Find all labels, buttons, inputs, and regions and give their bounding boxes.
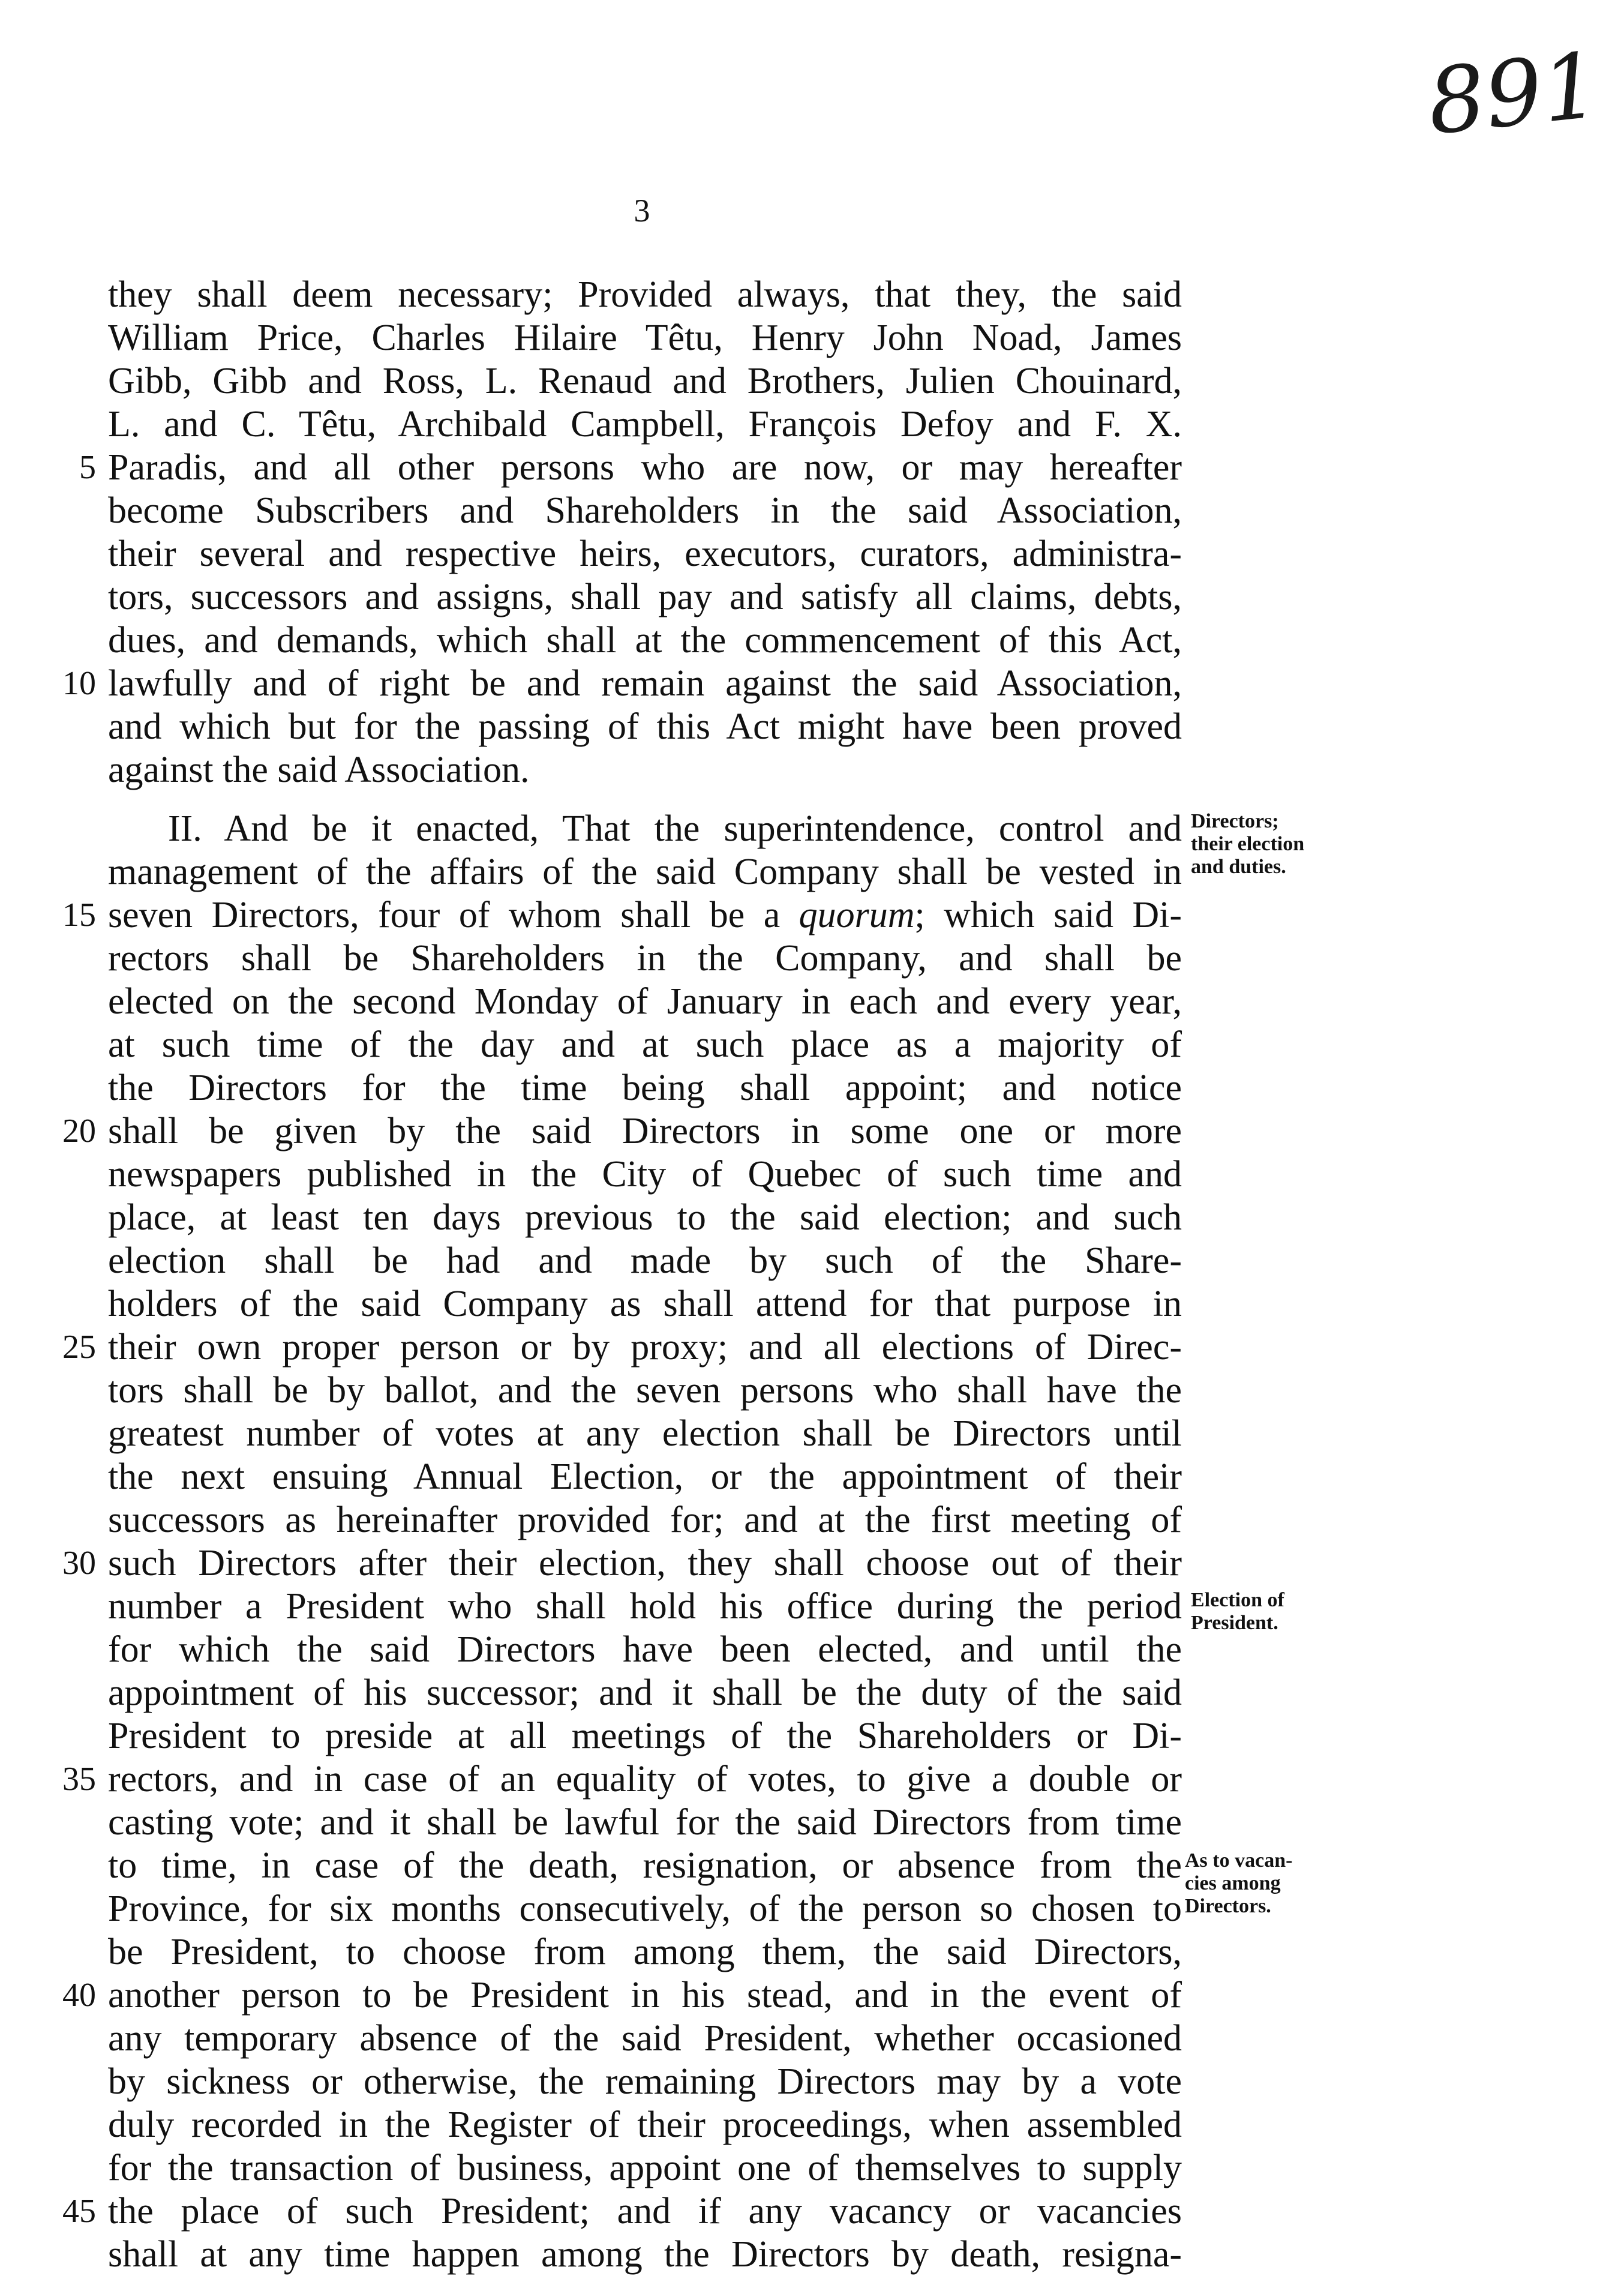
line-number: 45 — [62, 2193, 96, 2230]
text-line: any temporary absence of the said President, whether occasioned — [108, 2018, 1182, 2059]
text-line: lawfully and of right be and remain against the said Association, — [108, 663, 1182, 704]
margin-note-vacancies — [1185, 1849, 1292, 1918]
text-line: such Directors after their election, they shall choose out of their — [108, 1543, 1182, 1584]
text-line: tors, successors and assigns, shall pay and satisfy all claims, debts, — [108, 577, 1182, 617]
margin-note-line: Election of — [1191, 1589, 1284, 1611]
margin-note-line: President. — [1191, 1612, 1278, 1634]
quorum-lead: seven Directors, four of whom shall be a — [108, 895, 781, 935]
text-line-quorum — [108, 893, 1182, 937]
text-line: and which but for the passing of this Act might have been proved — [108, 706, 1182, 747]
text-line: they shall deem necessary; Provided always, that they, the said — [108, 274, 1182, 315]
text-line: their own proper person or by proxy; and all elections of Direc- — [108, 1327, 1182, 1368]
text-line: Province, for six months consecutively, of the person so chosen to — [108, 1888, 1182, 1929]
text-line: L. and C. Têtu, Archibald Campbell, François Defoy and F. X. — [108, 404, 1182, 445]
text-line: holders of the said Company as shall attend for that purpose in — [108, 1284, 1182, 1324]
line-number: 35 — [62, 1761, 96, 1798]
text-line: to time, in case of the death, resignation, or absence from the — [108, 1845, 1182, 1886]
quorum-tail: ; which said Di- — [914, 895, 1182, 935]
text-line: at such time of the day and at such place as a majority of — [108, 1024, 1182, 1065]
section-heading-line: II. And be it enacted, That the superintendence, control and — [168, 808, 1182, 849]
text-line: William Price, Charles Hilaire Têtu, Henry John Noad, James — [108, 317, 1182, 358]
line-number: 10 — [62, 665, 96, 702]
text-line: against the said Association. — [108, 749, 530, 790]
quorum-word: quorum — [799, 895, 915, 935]
text-line: duly recorded in the Register of their proceedings, when assembled — [108, 2104, 1182, 2145]
text-line: number a President who shall hold his office during the period — [108, 1586, 1182, 1627]
text-line: election shall be had and made by such of the Share- — [108, 1240, 1182, 1281]
text-line: shall be given by the said Directors in some one or more — [108, 1111, 1182, 1152]
margin-note-line: their election — [1191, 833, 1305, 855]
text-line: another person to be President in his stead, and in the event of — [108, 1975, 1182, 2016]
text-line: management of the affairs of the said Company shall be vested in — [108, 851, 1182, 892]
line-number: 15 — [62, 896, 96, 934]
handwritten-page-number: 891 — [1422, 33, 1605, 155]
text-line: the place of such President; and if any vacancy or vacancies — [108, 2191, 1182, 2232]
text-line: place, at least ten days previous to the said election; and such — [108, 1197, 1182, 1238]
text-line: tors shall be by ballot, and the seven persons who shall have the — [108, 1370, 1182, 1411]
text-line: shall at any time happen among the Directors by death, resigna- — [108, 2234, 1182, 2275]
text-line: casting vote; and it shall be lawful for the said Directors from time — [108, 1802, 1182, 1843]
text-line: their several and respective heirs, executors, curators, administra- — [108, 533, 1182, 574]
line-number: 40 — [62, 1977, 96, 2014]
text-line: successors as hereinafter provided for; and at the first meeting of — [108, 1500, 1182, 1540]
margin-note-line: and duties. — [1191, 856, 1286, 878]
text-line: elected on the second Monday of January in each and every year, — [108, 981, 1182, 1022]
margin-note-line: cies among — [1185, 1872, 1281, 1894]
text-line: become Subscribers and Shareholders in the said Association, — [108, 490, 1182, 531]
text-line: Gibb, Gibb and Ross, L. Renaud and Brothers, Julien Chouinard, — [108, 361, 1182, 401]
text-line: for the transaction of business, appoint one of themselves to supply — [108, 2148, 1182, 2188]
text-line: greatest number of votes at any election shall be Directors until — [108, 1413, 1182, 1454]
text-line: the Directors for the time being shall appoint; and notice — [108, 1067, 1182, 1108]
margin-note-directors — [1191, 810, 1304, 878]
text-line: rectors shall be Shareholders in the Company, and shall be — [108, 938, 1182, 979]
line-number: 25 — [62, 1329, 96, 1366]
text-line: President to preside at all meetings of the Shareholders or Di- — [108, 1716, 1182, 1756]
text-line: be President, to choose from among them, the said Directors, — [108, 1932, 1182, 1972]
line-number: 20 — [62, 1112, 96, 1150]
text-line: appointment of his successor; and it shall be the duty of the said — [108, 1672, 1182, 1713]
text-line: newspapers published in the City of Quebec of such time and — [108, 1154, 1182, 1195]
line-number: 30 — [62, 1545, 96, 1582]
page-number: 3 — [634, 193, 650, 229]
margin-note-line: Directors; — [1191, 810, 1279, 832]
text-line: for which the said Directors have been elected, and until the — [108, 1629, 1182, 1670]
line-number: 5 — [79, 449, 96, 486]
margin-note-president — [1191, 1589, 1284, 1635]
margin-note-line: Directors. — [1185, 1895, 1271, 1917]
text-line: rectors, and in case of an equality of votes, to give a double or — [108, 1759, 1182, 1800]
text-line: dues, and demands, which shall at the commencement of this Act, — [108, 620, 1182, 661]
text-line: the next ensuing Annual Election, or the appointment of their — [108, 1456, 1182, 1497]
margin-note-line: As to vacan- — [1185, 1849, 1293, 1872]
text-line: by sickness or otherwise, the remaining Directors may by a vote — [108, 2061, 1182, 2102]
text-line: Paradis, and all other persons who are now, or may hereafter — [108, 447, 1182, 488]
